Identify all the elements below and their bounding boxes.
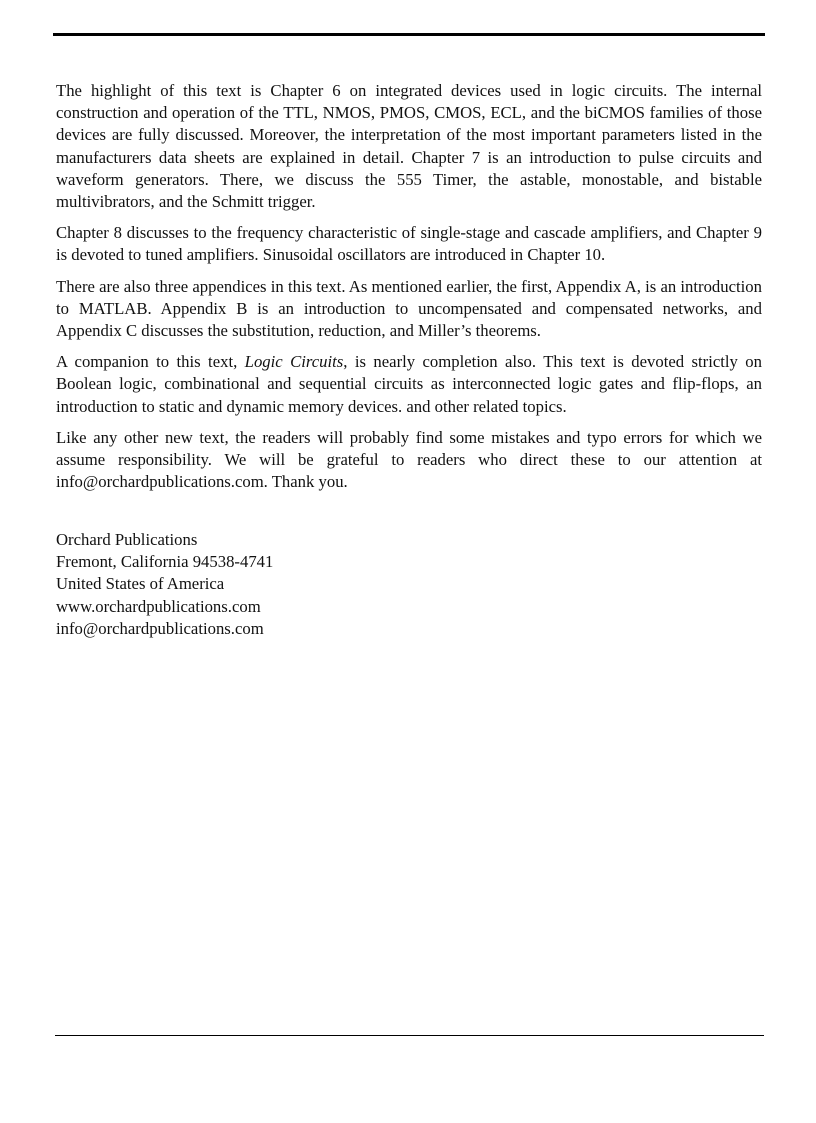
publisher-country: United States of America: [56, 574, 225, 594]
paragraph-chapter-8-10: Chapter 8 discusses to the frequency characteristic of single-stage and cascade amplifiers, and Chapter 9 is devoted to tuned amplifiers. Sinusoidal oscillators are introduced in Chapter 10.: [56, 223, 762, 265]
companion-intro: A companion to this text,: [56, 352, 245, 372]
paragraph-chapter-6-7: The highlight of this text is Chapter 6 on integrated devices used in logic circuits. The internal construction and operation of the TTL, NMOS, PMOS, CMOS, ECL, and the biCMOS families of those devices are fully discussed. Moreover, the interpretation of the most important parameters listed in the manufacturers data sheets are explained in detail. Chapter 7 is an introduction to pulse circuits and waveform generators. There, we discuss the 555 Timer, the astable, monostable, and bistable multivibrators, and the Schmitt trigger.: [56, 81, 762, 212]
companion-book-title: Logic Circuits: [244, 352, 344, 372]
paragraph-errata-note: Like any other new text, the readers will probably find some mistakes and typo errors for which we assume responsibility. We will be grateful to readers who direct these to our attention at info@orchardpublications.com. Thank you.: [56, 427, 762, 492]
publisher-name: Orchard Publications: [56, 530, 198, 549]
publisher-city: Fremont, California 94538-4741: [56, 552, 274, 572]
paragraph-appendices: There are also three appendices in this text. As mentioned earlier, the first, Appendix A, is an introduction to MATLAB. Appendix B is an introduction to uncompensated and compensated networks, and Appendix C discusses the substitution, reduction, and Miller’s theorems.: [56, 276, 762, 341]
header-rule: [53, 33, 765, 36]
paragraph-companion-text: [56, 351, 762, 418]
publisher-website: www.orchardpublications.com: [56, 596, 261, 616]
footer-rule: [55, 1035, 764, 1036]
companion-description: , is nearly completion also. This text is devoted strictly on Boolean logic, combinational and sequential circuits as interconnected logic gates and flip-flops, an introduction to static and dynamic memory devices. and other related topics.: [56, 352, 762, 416]
preface-body: [56, 80, 762, 502]
publisher-email: info@orchardpublications.com: [56, 618, 264, 638]
publisher-signature: [56, 529, 556, 640]
